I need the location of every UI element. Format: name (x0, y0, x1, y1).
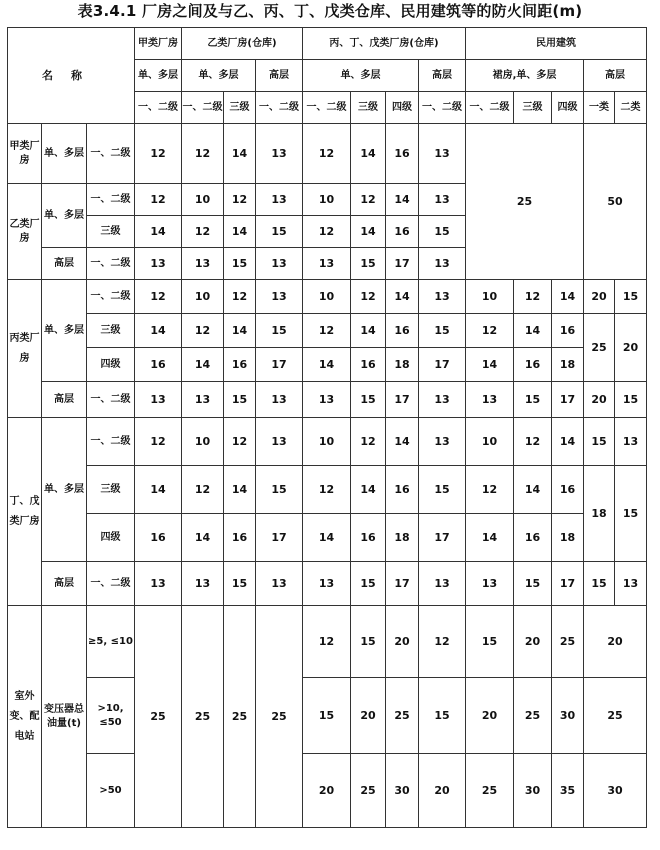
table-cell: 15 (256, 314, 303, 348)
table-cell: 17 (256, 514, 303, 562)
row-type: 单、多层 (42, 184, 87, 248)
merged-cell-yi-low-2: 25 (224, 606, 256, 828)
table-cell: 14 (224, 314, 256, 348)
merged-cell-yi-lei: 25 (584, 314, 615, 382)
table-cell: 14 (303, 348, 351, 382)
merged-cell-er-lei: 15 (615, 466, 647, 562)
table-cell: 16 (514, 514, 552, 562)
row-grade: 一、二级 (87, 124, 135, 184)
table-cell: 14 (135, 466, 182, 514)
table-cell: 17 (552, 382, 584, 418)
table-cell: 14 (386, 280, 419, 314)
table-row (8, 314, 647, 348)
row-type: 单、多层 (42, 124, 87, 184)
table-cell: 16 (386, 124, 419, 184)
table-cell: 12 (224, 184, 256, 216)
table-cell: 10 (303, 280, 351, 314)
table-cell: 12 (351, 280, 386, 314)
section-label-bing: 丙类厂房 (8, 280, 42, 418)
table-cell: 13 (256, 124, 303, 184)
table-cell: 15 (224, 382, 256, 418)
table-cell: 10 (182, 184, 224, 216)
header-yi-single-multi: 单、多层 (182, 60, 256, 92)
grade-header: 三级 (514, 92, 552, 124)
table-cell: 14 (386, 418, 419, 466)
table-cell: 30 (584, 754, 647, 828)
table-cell: 14 (351, 216, 386, 248)
table-cell: 16 (386, 216, 419, 248)
table-cell: 18 (386, 514, 419, 562)
table-cell: 13 (419, 382, 466, 418)
table-cell: 15 (224, 562, 256, 606)
grade-header: 三级 (351, 92, 386, 124)
table-cell: 12 (182, 216, 224, 248)
table-cell: 13 (256, 280, 303, 314)
table-cell: 20 (386, 606, 419, 678)
merged-cell-yi-high: 25 (256, 606, 303, 828)
grade-header: 四级 (386, 92, 419, 124)
table-row (8, 606, 647, 678)
table-cell: 17 (419, 514, 466, 562)
table-cell: 13 (466, 382, 514, 418)
table-cell: 12 (419, 606, 466, 678)
merged-cell-jia: 25 (135, 606, 182, 828)
table-cell: 16 (386, 314, 419, 348)
table-cell: 14 (386, 184, 419, 216)
row-grade: 三级 (87, 466, 135, 514)
merged-cell-civil-high: 50 (584, 124, 647, 280)
table-cell: 10 (182, 280, 224, 314)
table-cell: 16 (135, 348, 182, 382)
table-cell: 12 (135, 418, 182, 466)
table-cell: 12 (224, 280, 256, 314)
table-row (8, 124, 647, 184)
table-cell: 35 (552, 754, 584, 828)
table-cell: 15 (256, 466, 303, 514)
table-row (8, 754, 647, 828)
table-cell: 12 (135, 184, 182, 216)
table-cell: 13 (419, 184, 466, 216)
table-cell: 20 (584, 606, 647, 678)
table-cell: 20 (584, 280, 615, 314)
table-cell: 13 (256, 248, 303, 280)
fire-distance-table (7, 27, 647, 828)
table-cell: 15 (351, 382, 386, 418)
table-cell: 16 (351, 348, 386, 382)
table-cell: 13 (466, 562, 514, 606)
section-label-yi: 乙类厂房 (8, 184, 42, 280)
table-cell: 13 (419, 124, 466, 184)
table-cell: 16 (351, 514, 386, 562)
table-cell: 15 (419, 314, 466, 348)
table-cell: 25 (584, 678, 647, 754)
header-jia-single-multi: 单、多层 (135, 60, 182, 92)
table-cell: 14 (466, 514, 514, 562)
grade-header: 二类 (615, 92, 647, 124)
table-cell: 13 (303, 382, 351, 418)
table-cell: 14 (182, 514, 224, 562)
table-cell: 12 (514, 418, 552, 466)
table-cell: 12 (135, 124, 182, 184)
table-cell: 30 (514, 754, 552, 828)
table-cell: 17 (386, 562, 419, 606)
table-cell: 14 (514, 314, 552, 348)
table-cell: 15 (514, 382, 552, 418)
row-grade: ≥5, ≤10 (87, 606, 135, 678)
table-cell: 10 (466, 418, 514, 466)
table-cell: 14 (466, 348, 514, 382)
table-row (8, 382, 647, 418)
table-cell: 30 (386, 754, 419, 828)
table-cell: 14 (135, 216, 182, 248)
row-type: 单、多层 (42, 280, 87, 382)
header-bdw-single-multi: 单、多层 (303, 60, 419, 92)
row-type: 单、多层 (42, 418, 87, 562)
row-grade: >10, ≤50 (87, 678, 135, 754)
table-cell: 13 (135, 382, 182, 418)
row-grade: 一、二级 (87, 248, 135, 280)
table-cell: 10 (303, 184, 351, 216)
table-cell: 15 (419, 678, 466, 754)
row-grade: 一、二级 (87, 382, 135, 418)
table-cell: 13 (182, 562, 224, 606)
table-cell: 14 (552, 418, 584, 466)
table-cell: 25 (386, 678, 419, 754)
grade-header: 一、二级 (419, 92, 466, 124)
table-cell: 20 (466, 678, 514, 754)
grade-header: 一、二级 (303, 92, 351, 124)
section-label-jia: 甲类厂房 (8, 124, 42, 184)
grade-header: 一、二级 (135, 92, 182, 124)
table-cell: 12 (514, 280, 552, 314)
table-cell: 14 (224, 466, 256, 514)
table-cell: 15 (419, 466, 466, 514)
table-cell: 25 (552, 606, 584, 678)
table-cell: 12 (303, 216, 351, 248)
table-cell: 14 (182, 348, 224, 382)
grade-header: 四级 (552, 92, 584, 124)
table-cell: 16 (224, 348, 256, 382)
table-cell: 12 (351, 184, 386, 216)
row-type: 高层 (42, 562, 87, 606)
table-cell: 15 (514, 562, 552, 606)
table-cell: 25 (514, 678, 552, 754)
table-cell: 15 (303, 678, 351, 754)
table-cell: 25 (351, 754, 386, 828)
table-cell: 20 (303, 754, 351, 828)
table-cell: 17 (386, 382, 419, 418)
row-grade: 三级 (87, 314, 135, 348)
table-cell: 16 (552, 466, 584, 514)
table-cell: 14 (224, 216, 256, 248)
table-cell: 13 (182, 248, 224, 280)
table-cell: 15 (466, 606, 514, 678)
table-row (8, 418, 647, 466)
table-cell: 15 (256, 216, 303, 248)
table-cell: 18 (552, 348, 584, 382)
row-type: 高层 (42, 248, 87, 280)
table-row (8, 678, 647, 754)
header-bdw-high: 高层 (419, 60, 466, 92)
table-cell: 13 (419, 418, 466, 466)
header-civil-low: 裙房,单、多层 (466, 60, 584, 92)
table-cell: 13 (303, 248, 351, 280)
table-cell: 18 (386, 348, 419, 382)
header-yi: 乙类厂房(仓库) (182, 28, 303, 60)
grade-header: 一、二级 (466, 92, 514, 124)
table-cell: 13 (256, 184, 303, 216)
header-civil: 民用建筑 (466, 28, 647, 60)
table-cell: 14 (224, 124, 256, 184)
table-cell: 13 (182, 382, 224, 418)
merged-cell-yi-lei: 18 (584, 466, 615, 562)
table-cell: 18 (552, 514, 584, 562)
header-jia: 甲类厂房 (135, 28, 182, 60)
merged-cell-er-lei: 20 (615, 314, 647, 382)
table-cell: 17 (256, 348, 303, 382)
table-cell: 15 (615, 280, 647, 314)
table-cell: 12 (466, 466, 514, 514)
grade-header: 一类 (584, 92, 615, 124)
table-cell: 20 (419, 754, 466, 828)
table-cell: 14 (514, 466, 552, 514)
table-cell: 13 (419, 562, 466, 606)
table-cell: 15 (584, 418, 615, 466)
table-cell: 10 (182, 418, 224, 466)
table-cell: 14 (351, 314, 386, 348)
table-cell: 15 (351, 562, 386, 606)
table-row (8, 562, 647, 606)
table-cell: 12 (135, 280, 182, 314)
table-cell: 10 (466, 280, 514, 314)
grade-header: 一、二级 (182, 92, 224, 124)
table-cell: 12 (303, 606, 351, 678)
table-cell: 12 (182, 314, 224, 348)
table-cell: 12 (303, 466, 351, 514)
table-cell: 12 (351, 418, 386, 466)
table-cell: 16 (135, 514, 182, 562)
row-grade: 一、二级 (87, 562, 135, 606)
table-cell: 20 (514, 606, 552, 678)
table-cell: 14 (303, 514, 351, 562)
table-title: 表3.4.1 厂房之间及与乙、丙、丁、戊类仓库、民用建筑等的防火间距(m) (77, 2, 583, 20)
row-type: 高层 (42, 382, 87, 418)
table-row (8, 348, 647, 382)
table-cell: 16 (552, 314, 584, 348)
table-cell: 17 (552, 562, 584, 606)
table-cell: 12 (466, 314, 514, 348)
table-cell: 13 (615, 418, 647, 466)
table-cell: 25 (466, 754, 514, 828)
table-cell: 20 (584, 382, 615, 418)
header-name: 名称 (8, 28, 135, 124)
table-cell: 30 (552, 678, 584, 754)
table-cell: 15 (615, 382, 647, 418)
row-grade: 三级 (87, 216, 135, 248)
table-cell: 20 (351, 678, 386, 754)
table-cell: 12 (303, 124, 351, 184)
table-cell: 13 (256, 418, 303, 466)
table-cell: 15 (584, 562, 615, 606)
header-civil-high: 高层 (584, 60, 647, 92)
table-cell: 14 (351, 466, 386, 514)
table-cell: 17 (419, 348, 466, 382)
table-cell: 10 (303, 418, 351, 466)
row-grade: 一、二级 (87, 184, 135, 216)
table-cell: 12 (303, 314, 351, 348)
row-grade: 四级 (87, 348, 135, 382)
table-cell: 14 (135, 314, 182, 348)
table-cell: 13 (419, 248, 466, 280)
row-grade: 一、二级 (87, 280, 135, 314)
section-label-substation: 室外变、配电站 (8, 606, 42, 828)
table-row (8, 466, 647, 514)
table-cell: 16 (224, 514, 256, 562)
grade-header: 一、二级 (256, 92, 303, 124)
row-grade: 四级 (87, 514, 135, 562)
row-grade: 一、二级 (87, 418, 135, 466)
header-yi-high: 高层 (256, 60, 303, 92)
table-cell: 14 (351, 124, 386, 184)
table-cell: 12 (182, 466, 224, 514)
row-type: 变压器总油量(t) (42, 606, 87, 828)
table-row (8, 514, 647, 562)
table-cell: 15 (351, 606, 386, 678)
merged-cell-yi-low-1: 25 (182, 606, 224, 828)
table-cell: 13 (256, 382, 303, 418)
header-bing-ding-wu: 丙、丁、戊类厂房(仓库) (303, 28, 466, 60)
table-cell: 16 (386, 466, 419, 514)
table-cell: 12 (224, 418, 256, 466)
table-cell: 13 (615, 562, 647, 606)
table-cell: 13 (303, 562, 351, 606)
table-cell: 14 (552, 280, 584, 314)
table-cell: 15 (351, 248, 386, 280)
table-cell: 12 (182, 124, 224, 184)
table-row (8, 280, 647, 314)
table-cell: 15 (419, 216, 466, 248)
table-cell: 16 (514, 348, 552, 382)
table-cell: 13 (419, 280, 466, 314)
row-grade: >50 (87, 754, 135, 828)
merged-cell-civil-low: 25 (466, 124, 584, 280)
table-cell: 13 (135, 562, 182, 606)
table-cell: 15 (224, 248, 256, 280)
table-cell: 17 (386, 248, 419, 280)
table-cell: 13 (135, 248, 182, 280)
grade-header: 三级 (224, 92, 256, 124)
table-cell: 13 (256, 562, 303, 606)
section-label-ding: 丁、戊类厂房 (8, 418, 42, 606)
